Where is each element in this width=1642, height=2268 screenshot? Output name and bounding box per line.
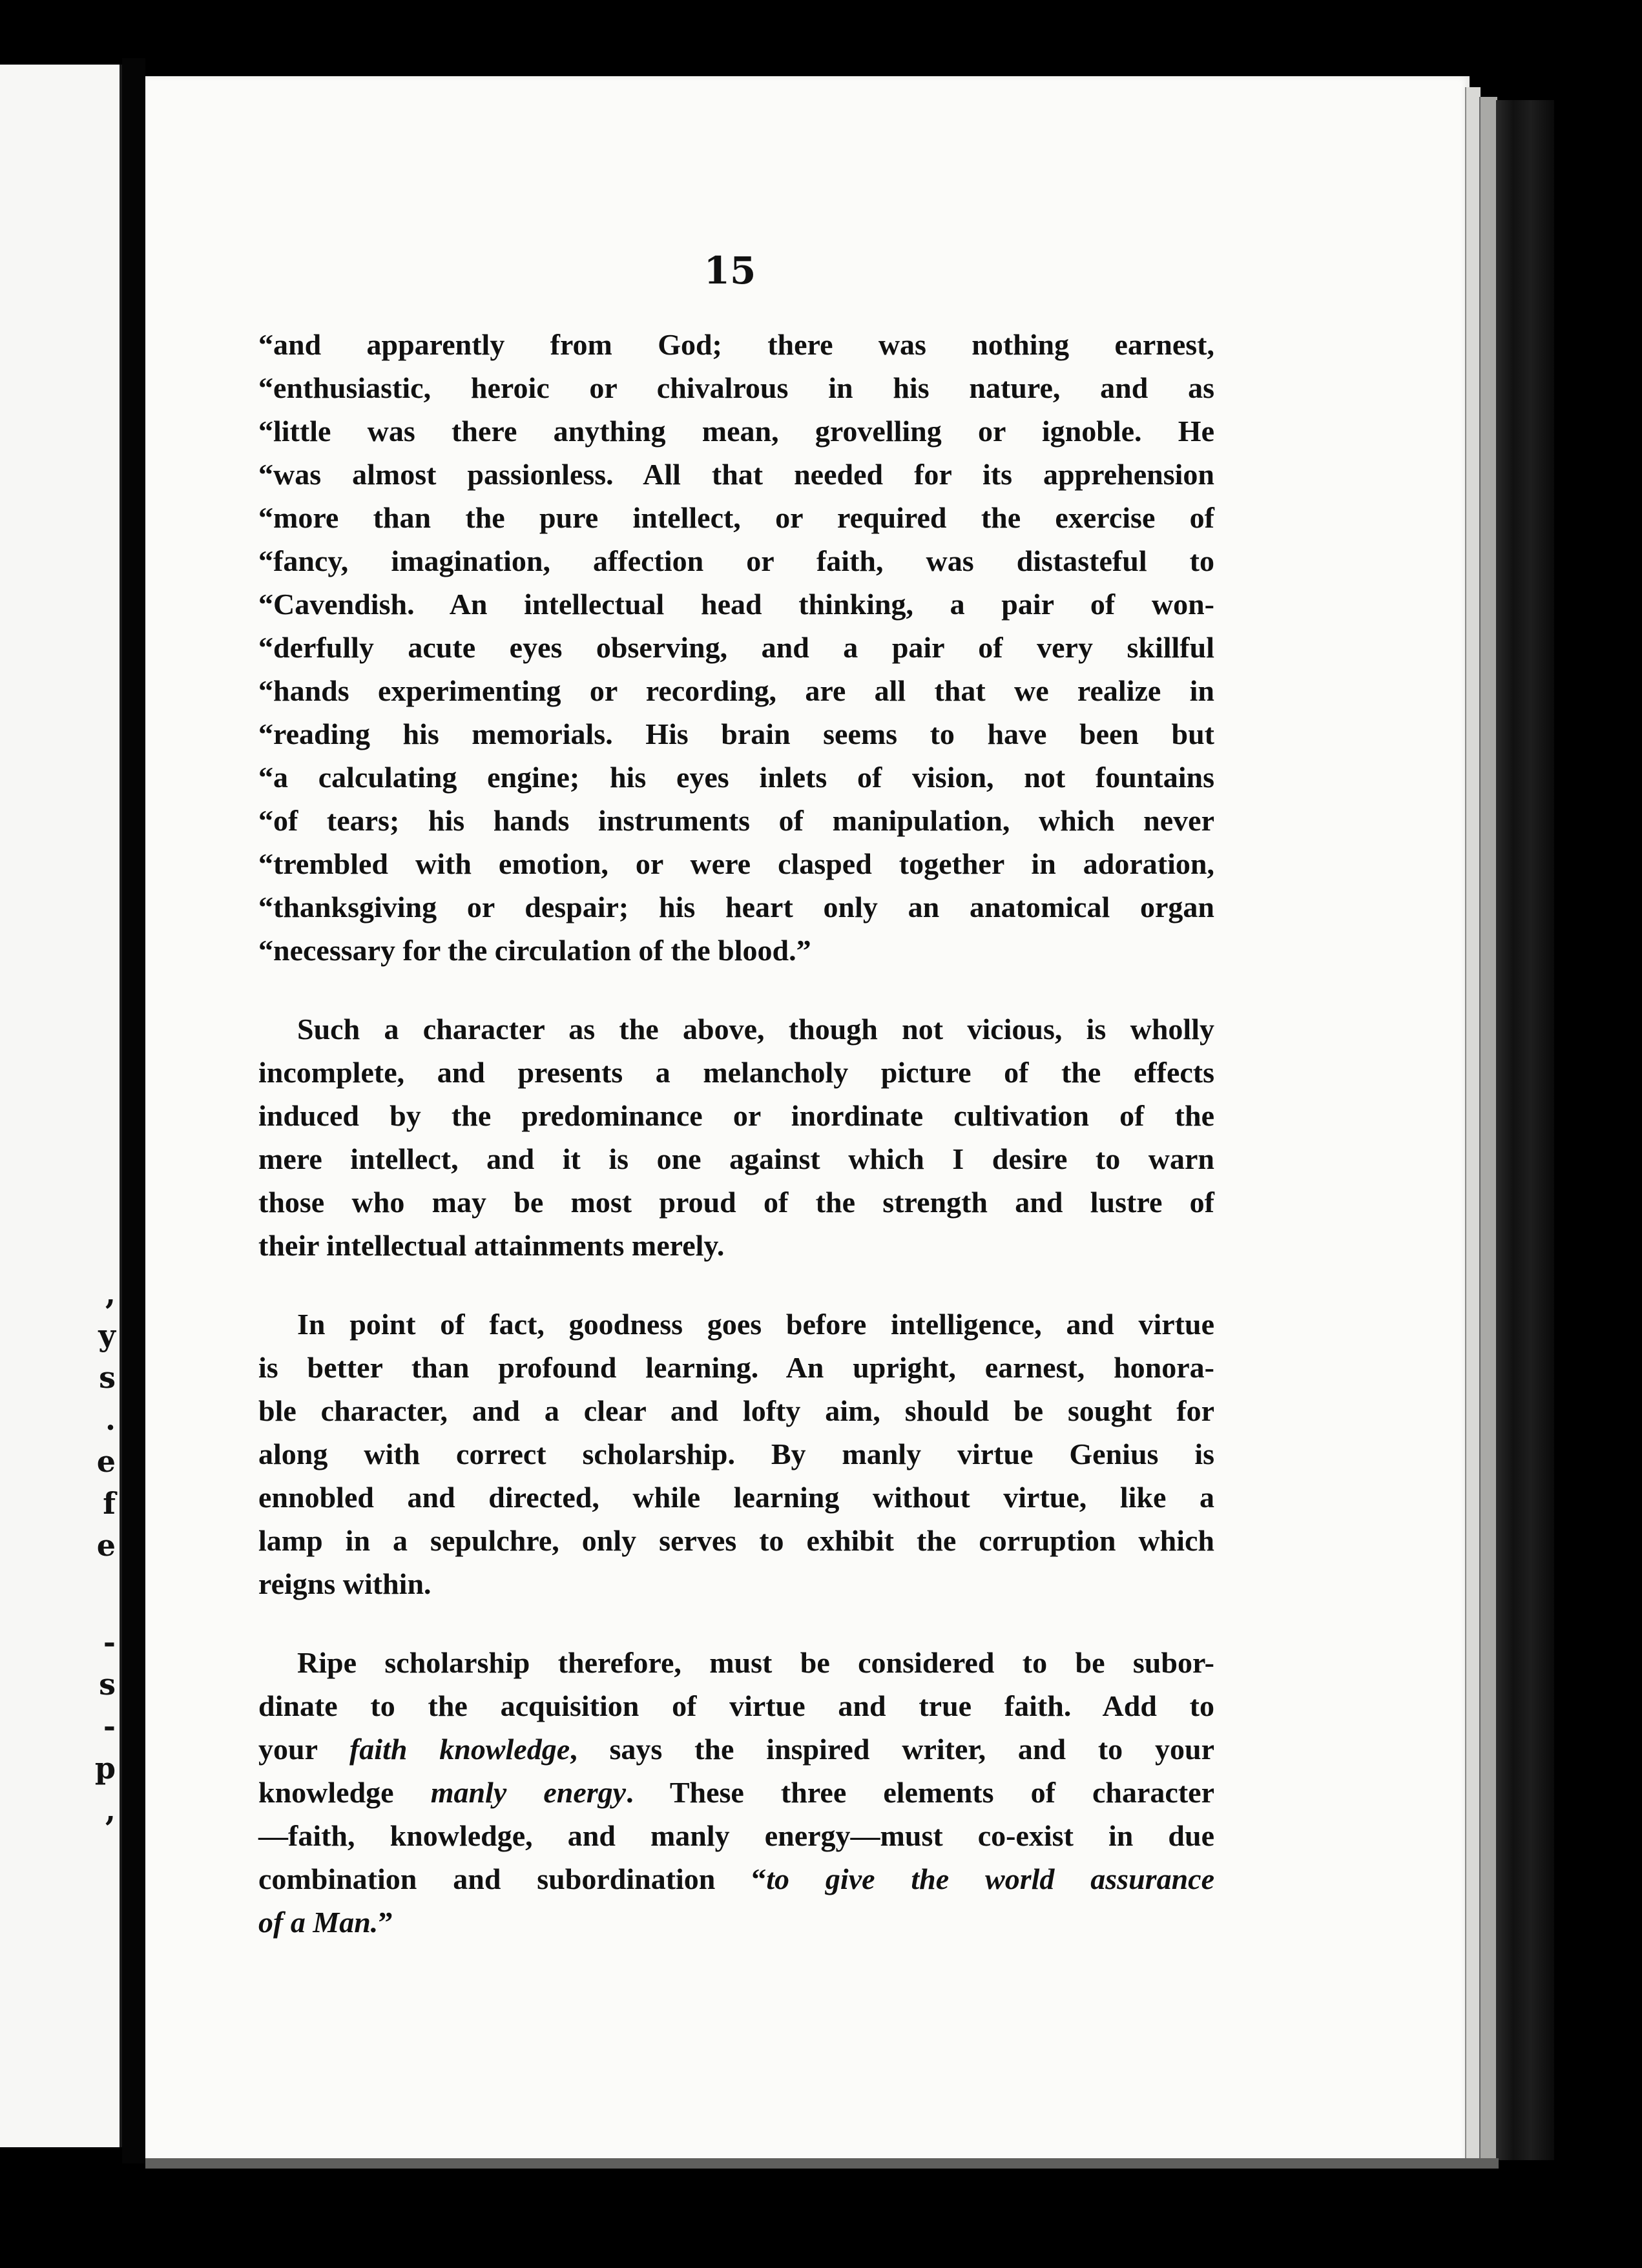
text-line: “enthusiastic, heroic or chivalrous in his nature, and as xyxy=(258,371,1214,404)
text-line: along with correct scholarship. By manly virtue Genius is xyxy=(258,1438,1214,1470)
text-line: mere intellect, and it is one against which I desire to warn xyxy=(258,1142,1214,1175)
text-line: ennobled and directed, while learning without virtue, like a xyxy=(258,1481,1214,1514)
text-line: “Cavendish. An intellectual head thinking, a pair of won- xyxy=(258,588,1214,621)
text-line: “little was there anything mean, grovelling or ignoble. He xyxy=(258,415,1214,448)
text-line: incomplete, and presents a melancholy picture of the effects xyxy=(258,1056,1214,1089)
fragment: f xyxy=(103,1486,116,1521)
italic-text: faith knowledge xyxy=(349,1733,570,1766)
text-line: reigns within. xyxy=(258,1567,431,1600)
fragment: - xyxy=(103,1625,116,1660)
fragment: e xyxy=(96,1528,116,1563)
italic-text: to give the world assurance xyxy=(766,1862,1214,1895)
book-gutter xyxy=(122,58,145,2163)
text-line: is better than profound learning. An upright, earnest, honora- xyxy=(258,1351,1214,1384)
text-line: “a calculating engine; his eyes inlets of vision, not fountains xyxy=(258,761,1214,794)
text-line: “of tears; his hands instruments of manipulation, which never xyxy=(258,804,1214,837)
fragment: - xyxy=(103,1709,116,1744)
paragraph-gap xyxy=(258,972,1214,1007)
text-line: “derfully acute eyes observing, and a pair of very skillful xyxy=(258,631,1214,664)
paragraph-gap xyxy=(258,1605,1214,1641)
text-line: lamp in a sepulchre, only serves to exhibit the corruption which xyxy=(258,1524,1214,1557)
text-run: your xyxy=(258,1733,349,1766)
page-stack-edge xyxy=(1479,97,1497,2160)
fragment: e xyxy=(96,1444,116,1479)
text-run: ” xyxy=(378,1906,393,1939)
text-run: knowledge xyxy=(258,1776,431,1809)
fragment: s xyxy=(99,1667,116,1702)
text-line xyxy=(258,1901,1214,1944)
previous-page-edge xyxy=(0,65,122,2147)
text-line: induced by the predominance or inordinate cultivation of the xyxy=(258,1099,1214,1132)
fragment: , xyxy=(105,1793,116,1828)
text-line: Such a character as the above, though not vicious, is wholly xyxy=(297,1013,1214,1046)
page-number: 15 xyxy=(703,249,756,293)
paragraph xyxy=(258,1641,1214,1944)
text-line: “was almost passionless. All that needed for its apprehension xyxy=(258,458,1214,491)
previous-page-text-fragments xyxy=(0,65,120,2147)
text-line: “thanksgiving or despair; his heart only an anatomical organ xyxy=(258,891,1214,923)
fragment: s xyxy=(99,1360,116,1395)
fragment: p xyxy=(94,1751,116,1786)
text-line: —faith, knowledge, and manly energy—must co-exist in due xyxy=(258,1819,1214,1852)
page-text xyxy=(258,323,1214,1944)
paragraph xyxy=(258,1303,1214,1605)
text-line: ble character, and a clear and lofty aim, should be sought for xyxy=(258,1394,1214,1427)
text-line: dinate to the acquisition of virtue and true faith. Add to xyxy=(258,1689,1214,1722)
text-run: combination and subordination “ xyxy=(258,1862,767,1895)
text-line: “necessary for the circulation of the blood.” xyxy=(258,934,811,967)
italic-text: of a Man. xyxy=(258,1906,379,1939)
paragraph xyxy=(258,1007,1214,1267)
text-line: “and apparently from God; there was nothing earnest, xyxy=(258,328,1214,361)
text-line xyxy=(258,1857,1214,1901)
text-line: In point of fact, goodness goes before intelligence, and virtue xyxy=(297,1308,1214,1341)
text-line: Ripe scholarship therefore, must be considered to be subor- xyxy=(297,1646,1214,1679)
text-line xyxy=(258,1727,1214,1771)
text-line: “hands experimenting or recording, are all that we realize in xyxy=(258,674,1214,707)
fragment: y xyxy=(98,1318,116,1353)
text-line: “reading his memorials. His brain seems to have been but xyxy=(258,717,1214,750)
fragment: . xyxy=(105,1402,116,1437)
paragraph-gap xyxy=(258,1267,1214,1303)
book-cover-edge xyxy=(1496,100,1554,2160)
text-line: “more than the pure intellect, or required the exercise of xyxy=(258,501,1214,534)
page-bottom-edge xyxy=(145,2158,1499,2169)
page-stack-edge xyxy=(1465,87,1481,2160)
fragment: , xyxy=(105,1276,116,1311)
text-line: “trembled with emotion, or were clasped together in adoration, xyxy=(258,847,1214,880)
text-line xyxy=(258,1771,1214,1814)
quoted-passage xyxy=(258,323,1214,972)
text-run: , says the inspired writer, and to your xyxy=(570,1733,1214,1766)
text-line: “fancy, imagination, affection or faith, was distasteful to xyxy=(258,544,1214,577)
text-line: their intellectual attainments merely. xyxy=(258,1229,725,1262)
text-line: those who may be most proud of the strength and lustre of xyxy=(258,1186,1214,1219)
italic-text: manly energy xyxy=(430,1776,627,1809)
text-run: . These three elements of character xyxy=(626,1776,1214,1809)
